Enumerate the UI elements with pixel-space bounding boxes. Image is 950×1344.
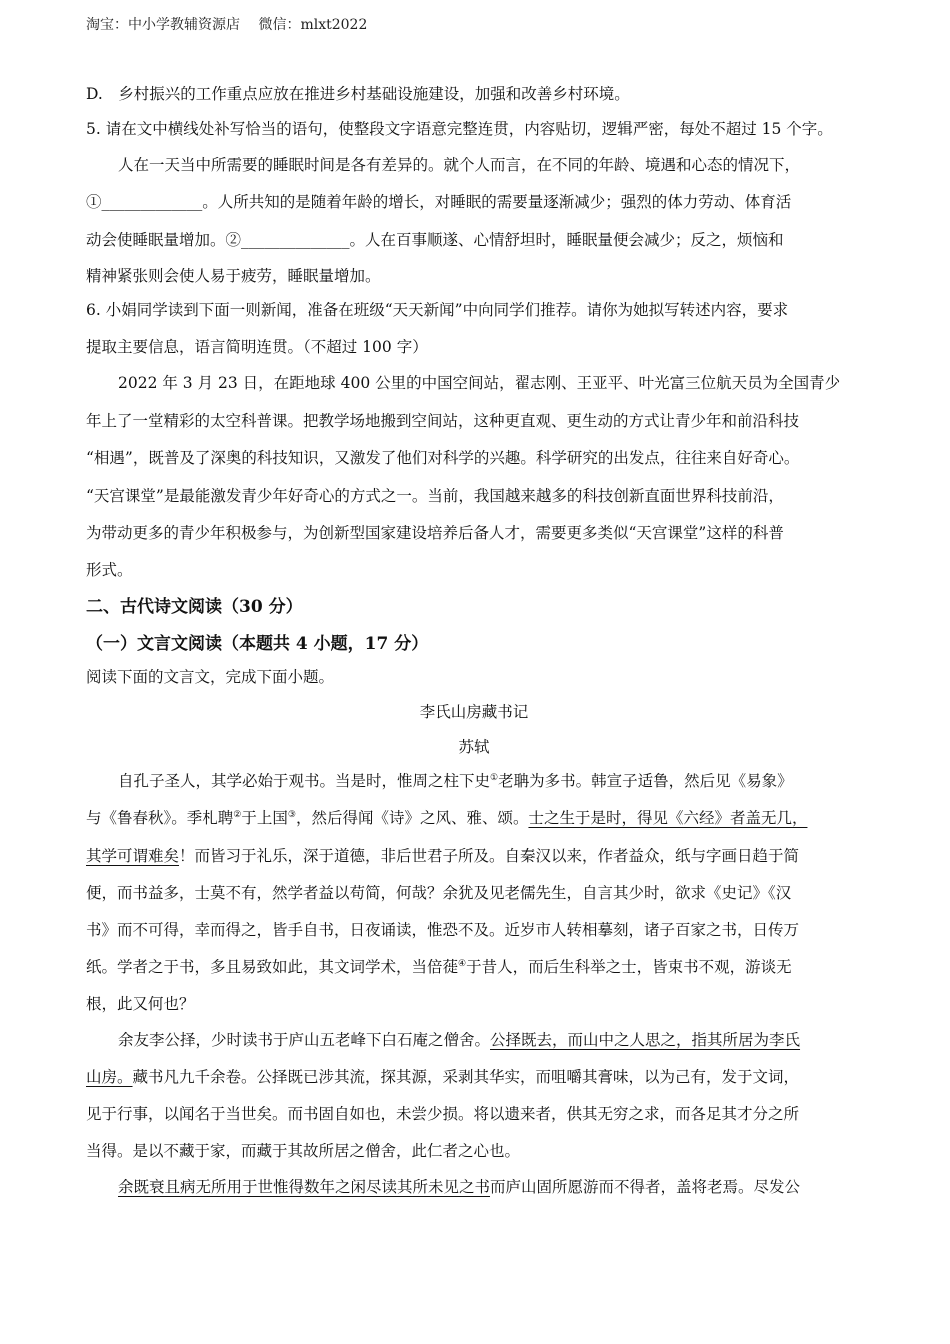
news-line: “相遇”，既普及了深奥的科技知识，又激发了他们对科学的兴趣。科学研究的出发点，往往来自好奇心。 [86, 449, 800, 467]
article-line: 纸。学者之于书，多且易致如此，其文词学术，当倍蓰④于昔人，而后生科举之士，皆束书不观，游谈无 [86, 958, 792, 976]
section-title: 二、古代诗文阅读（30 分） [86, 597, 303, 617]
article-line: 与《鲁春秋》。季札聘②于上国③，然后得闻《诗》之风、雅、颂。士之生于是时，得见《六经》者盖无几， [86, 809, 808, 827]
underlined-sentence: 公择既去，而山中之人思之，指其所居为李氏 [490, 1031, 801, 1049]
page-header: 淘宝：中小学教辅资源店 微信：mlxt2022 [86, 17, 368, 33]
article-line: 自孔子圣人，其学必始于观书。当是时，惟周之柱下史①老聃为多书。韩宣子适鲁，然后见《易象》 [118, 772, 793, 790]
article-line: 根，此又何也？ [86, 995, 195, 1013]
article-line: 书》而不可得，幸而得之，皆手自书，日夜诵读，惟恐不及。近岁市人转相摹刻，诸子百家之书，日传万 [86, 921, 800, 939]
article-line: 当得。是以不藏于家，而藏于其故所居之僧舍，此仁者之心也。 [86, 1142, 521, 1160]
underlined-sentence: 山房。 [86, 1068, 133, 1086]
underlined-sentence: 士之生于是时，得见《六经》者盖无几， [528, 809, 808, 827]
q4-option-d: D. 乡村振兴的工作重点应放在推进乡村基础设施建设，加强和改善乡村环境。 [86, 85, 630, 103]
news-line: “天宫课堂”是最能激发青少年好奇心的方式之一。当前，我国越来越多的科技创新直面世界科技前沿， [86, 487, 784, 505]
article-line: 山房。藏书凡九千余卷。公择既已涉其流，探其源，采剥其华实，而咀嚼其膏味，以为己有，发于文词， [86, 1068, 800, 1086]
q5-text-line: ①_____________。人所共知的是随着年龄的增长，对睡眠的需要量逐渐减少；强烈的体力劳动、体育活 [86, 193, 792, 211]
q6-prompt: 提取主要信息，语言简明连贯。（不超过 100 字） [86, 338, 428, 356]
subsection-title: （一）文言文阅读（本题共 4 小题，17 分） [86, 634, 429, 654]
q6-prompt: 6. 小娟同学读到下面一则新闻，准备在班级“天天新闻”中向同学们推荐。请你为她拟写转述内容，要求 [86, 301, 789, 319]
article-line: 余友李公择，少时读书于庐山五老峰下白石庵之僧舍。公择既去，而山中之人思之，指其所居为李氏 [118, 1031, 801, 1049]
underlined-sentence: 余既衰且病无所用于世惟得数年之闲尽读其所未见之书 [118, 1178, 491, 1196]
reading-intro: 阅读下面的文言文，完成下面小题。 [86, 668, 335, 686]
news-line: 形式。 [86, 561, 133, 579]
q5-text-line: 人在一天当中所需要的睡眠时间是各有差异的。就个人而言，在不同的年龄、境遇和心态的情况下， [118, 156, 801, 174]
news-line: 2022 年 3 月 23 日，在距地球 400 公里的中国空间站，翟志刚、王亚平、叶光富三位航天员为全国青少 [118, 374, 841, 392]
news-line: 年上了一堂精彩的太空科普课。把教学场地搬到空间站，这种更直观、更生动的方式让青少年和前沿科技 [86, 412, 800, 430]
q5-text-line: 精神紧张则会使人易于疲劳，睡眠量增加。 [86, 267, 381, 285]
article-line: 便，而书益多，士莫不有，然学者益以苟简，何哉？余犹及见老儒先生，自言其少时，欲求《史记》《汉 [86, 884, 792, 902]
article-title: 李氏山房藏书记 [419, 703, 529, 721]
q5-prompt: 5. 请在文中横线处补写恰当的语句，使整段文字语意完整连贯，内容贴切，逻辑严密，每处不超过 15 个字。 [86, 120, 833, 138]
underlined-sentence: 其学可谓难矣 [86, 847, 180, 865]
article-line: 见于行事，以闻名于当世矣。而书固自如也，未尝少损。将以遗来者，供其无穷之求，而各足其才分之所 [86, 1105, 800, 1123]
article-author: 苏轼 [458, 738, 490, 756]
article-line: 余既衰且病无所用于世惟得数年之闲尽读其所未见之书而庐山固所愿游而不得者，盖将老焉。尽发公 [118, 1178, 801, 1196]
article-line: 其学可谓难矣！而皆习于礼乐，深于道德，非后世君子所及。自秦汉以来，作者益众，纸与字画日趋于简 [86, 847, 800, 865]
q5-text-line: 动会使睡眠量增加。②______________。人在百事顺遂、心情舒坦时，睡眠量便会减少；反之，烦恼和 [86, 231, 784, 249]
news-line: 为带动更多的青少年积极参与，为创新型国家建设培养后备人才，需要更多类似“天宫课堂”这样的科普 [86, 524, 784, 542]
